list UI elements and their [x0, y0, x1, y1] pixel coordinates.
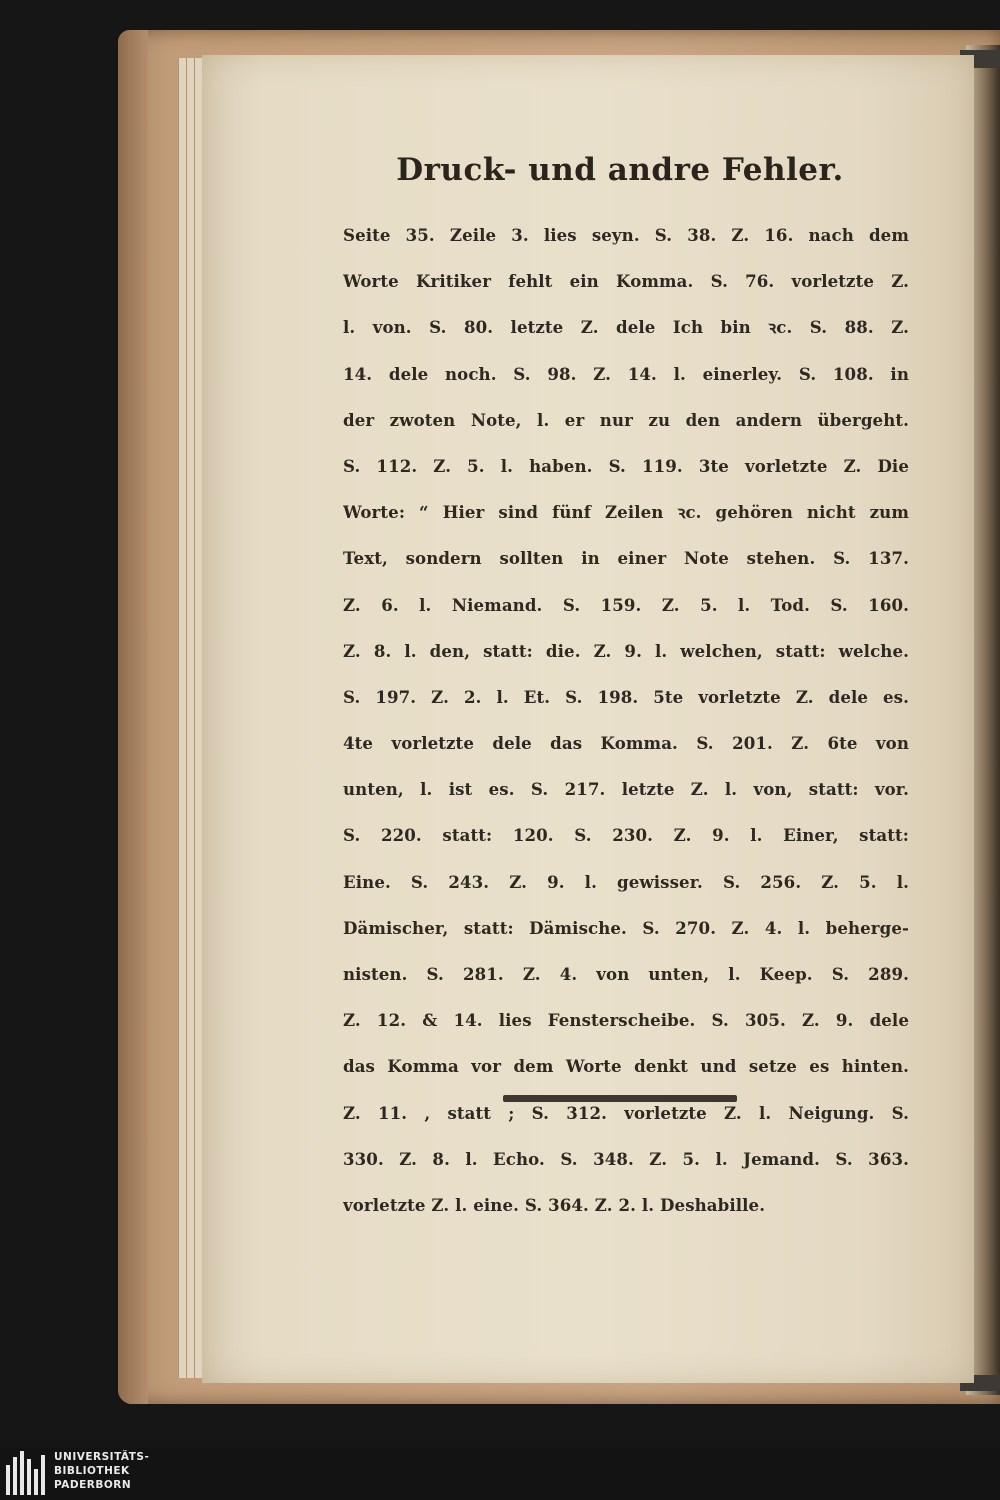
text-line: 14. dele noch. S. 98. Z. 14. l. einerley. S. 108. in: [343, 363, 909, 384]
library-name-line: PADERBORN: [54, 1479, 132, 1491]
text-line: Worte Kritiker fehlt ein Komma. S. 76. vorletzte Z.: [343, 271, 909, 292]
text-line: Z. 8. l. den, statt: die. Z. 9. l. welchen, statt: welche.: [343, 640, 909, 661]
text-line: unten, l. ist es. S. 217. letzte Z. l. von, statt: vor.: [343, 779, 909, 800]
text-line: S. 197. Z. 2. l. Et. S. 198. 5te vorletzte Z. dele es.: [343, 686, 909, 707]
text-line: Z. 6. l. Niemand. S. 159. Z. 5. l. Tod. S. 160.: [343, 594, 909, 615]
page-title: Druck- und andre Fehler.: [396, 152, 844, 188]
footer-bar: [0, 1447, 1000, 1500]
text-line: Dämischer, statt: Dämische. S. 270. Z. 4. l. beherge-: [343, 917, 909, 938]
text-line: Seite 35. Zeile 3. lies seyn. S. 38. Z. 16. nach dem: [343, 225, 909, 245]
text-line: S. 112. Z. 5. l. haben. S. 119. 3te vorletzte Z. Die: [343, 455, 909, 476]
cover-edge: [118, 30, 148, 1404]
text-line: der zwoten Note, l. er nur zu den andern übergeht.: [343, 409, 909, 430]
text-line: Text, sondern sollten in einer Note stehen. S. 137.: [343, 548, 909, 569]
text-line: Eine. S. 243. Z. 9. l. gewisser. S. 256. Z. 5. l.: [343, 871, 909, 892]
library-name: [54, 1450, 149, 1492]
text-line: 4te vorletzte dele das Komma. S. 201. Z. 6te von: [343, 733, 909, 754]
text-line: vorletzte Z. l. eine. S. 364. Z. 2. l. Deshabille.: [343, 1194, 766, 1215]
library-logo-icon: [6, 1451, 46, 1495]
horizontal-rule: [503, 1095, 737, 1102]
text-line: Z. 12. & 14. lies Fensterscheibe. S. 305. Z. 9. dele: [343, 1010, 909, 1031]
text-line: l. von. S. 80. letzte Z. dele Ich bin ꝛc. S. 88. Z.: [343, 317, 909, 338]
text-line: S. 220. statt: 120. S. 230. Z. 9. l. Einer, statt:: [343, 825, 909, 846]
errata-text: [343, 212, 909, 1228]
text-line: das Komma vor dem Worte denkt und setze es hinten.: [343, 1056, 909, 1077]
library-name-line: UNIVERSITÄTS-: [54, 1451, 150, 1463]
text-line: Z. 11. , statt ; S. 312. vorletzte Z. l. Neigung. S.: [343, 1102, 909, 1123]
text-line: nisten. S. 281. Z. 4. von unten, l. Keep. S. 289.: [343, 964, 909, 984]
text-line: Worte: “ Hier sind fünf Zeilen ꝛc. gehören nicht zum: [343, 502, 909, 523]
library-name-line: BIBLIOTHEK: [54, 1465, 130, 1477]
text-line: 330. Z. 8. l. Echo. S. 348. Z. 5. l. Jemand. S. 363.: [343, 1148, 909, 1169]
